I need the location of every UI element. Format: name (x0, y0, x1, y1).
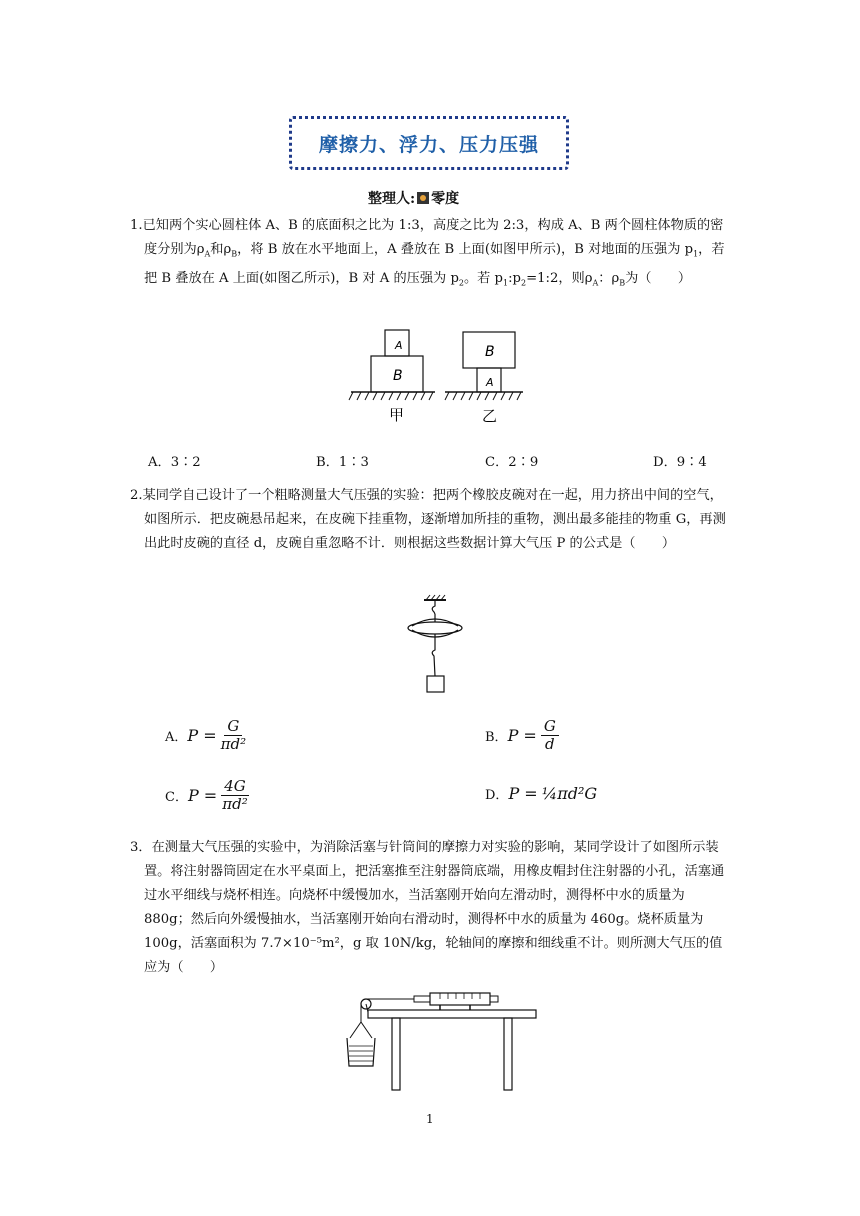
q2-option-a-fraction: $\frac{G}{\text{πd²}}$ (220, 717, 247, 753)
fig1-label-a-bottom: A (486, 376, 494, 389)
fig1-caption-jia: 甲 (389, 406, 405, 424)
author-label: 整理人: (368, 191, 416, 207)
figure-1 (345, 328, 525, 426)
q1-option-b[interactable]: B．1∶3 (316, 455, 369, 470)
q1-option-d[interactable]: D．9∶4 (653, 455, 707, 470)
fig1-caption-yi: 乙 (482, 407, 498, 425)
page-number: 1 (426, 1112, 434, 1126)
question-3 (130, 836, 730, 980)
question-2 (130, 484, 730, 556)
page-title: 摩擦力、浮力、压力压强 (318, 133, 539, 156)
q2-option-c[interactable]: C． P = $\frac{4G}{\text{πd²}}$ (165, 777, 248, 813)
q2-option-d[interactable]: D． P = ¼πd²G (485, 784, 598, 803)
question-1-text: 1.已知两个实心圆柱体 A、B 的底面积之比为 1:3，高度之比为 2:3，构成 A、B 两个圆柱体物质的密度分别为$\rho_A$和$\rho_B$，将 B 放在水平地面上，A 叠放在 B 上面(如图甲所示)，B 对地面的压强为 $p_1$，若把 B 叠放在 A 上面(如图乙所示)，B 对 A 的压强为 $p_2$。若 $p_1:p_2=1:2$，则$\rho_A$：$\rho_B$为（ ） (130, 218, 725, 288)
q2-option-a[interactable]: A． P = $\frac{G}{\text{πd²}}$ (165, 717, 247, 753)
q2-option-c-fraction: $\frac{4G}{\text{πd²}}$ (222, 777, 248, 813)
fig1-label-b-bottom: B (393, 368, 403, 384)
title-box (289, 116, 569, 170)
q2-option-b[interactable]: B． P = $\frac{G}{d}$ (485, 718, 559, 753)
q2-option-b-fraction: $\frac{G}{d}$ (541, 718, 559, 753)
fig1-label-a-top: A (395, 339, 403, 352)
question-3-text: 3．在测量大气压强的实验中，为消除活塞与针筒间的摩擦力对实验的影响，某同学设计了如图所示装置。将注射器筒固定在水平桌面上，把活塞推至注射器筒底端，用橡皮帽封住注射器的小孔，活塞通过水平细线与烧杯相连。向烧杯中缓慢加水，当活塞刚开始向左滑动时，测得杯中水的质量为 880g；然后向外缓慢抽水，当活塞刚开始向右滑动时，测得杯中水的质量为 460g。烧杯质量为 100g，活塞面积为 7.7×10⁻⁵m²，g 取 10N/kg，轮轴间的摩擦和细线重不计。则所测大气压的值应为（ ） (130, 840, 725, 975)
q1-option-a[interactable]: A．3∶2 (148, 455, 201, 470)
author-avatar-icon (417, 192, 429, 204)
figure-3-syringe-apparatus (340, 990, 540, 1094)
author-name: 零度 (431, 191, 460, 207)
q2-option-d-expression: ¼πd²G (541, 784, 598, 803)
figure-2-suction-cup (402, 594, 466, 698)
question-1 (130, 214, 730, 295)
question-2-text: 2.某同学自己设计了一个粗略测量大气压强的实验：把两个橡胶皮碗对在一起，用力挤出中间的空气，如图所示．把皮碗悬吊起来，在皮碗下挂重物，逐渐增加所挂的重物，测出最多能挂的物重 G，再测出此时皮碗的直径 d，皮碗自重忽略不计．则根据这些数据计算大气压 P 的公式是（ ） (130, 488, 726, 551)
q1-option-c[interactable]: C．2∶9 (485, 455, 539, 470)
fig1-label-b-top: B (485, 344, 495, 360)
author-line (368, 188, 459, 208)
